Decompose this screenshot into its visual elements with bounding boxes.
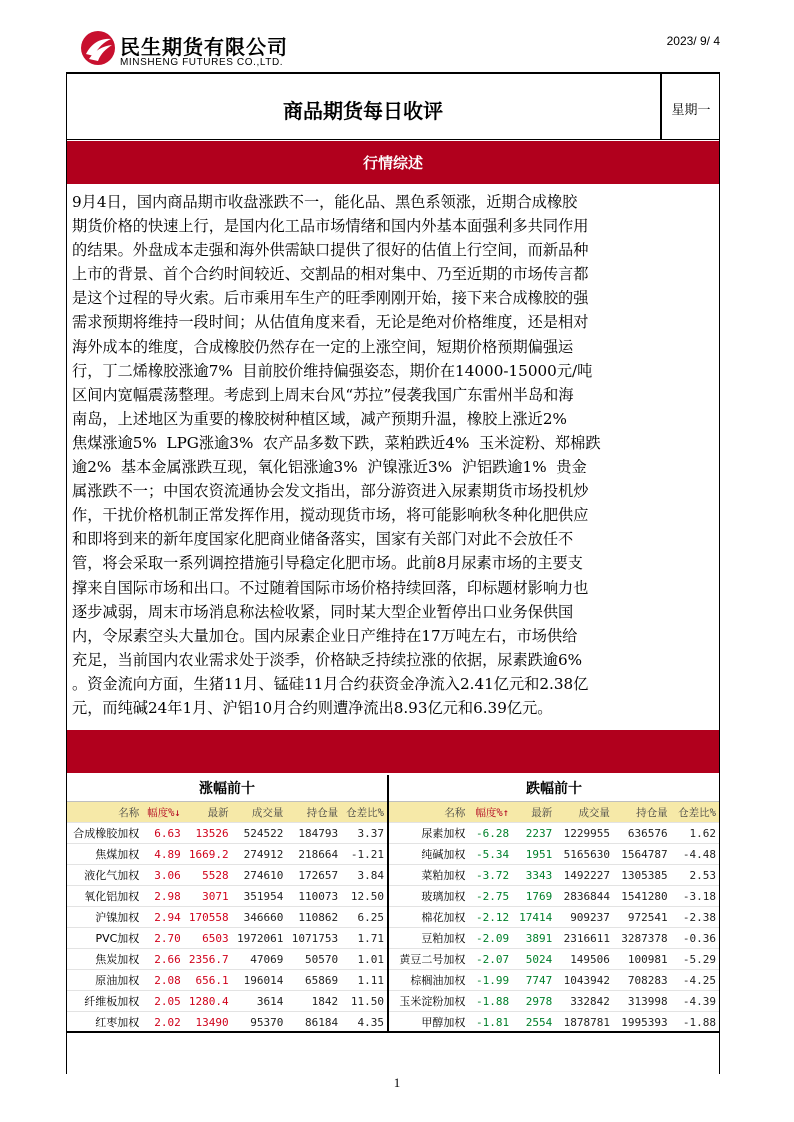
last-price: 3343 <box>512 865 555 886</box>
column-header[interactable]: 名称 <box>389 802 468 823</box>
volume: 274912 <box>232 844 287 865</box>
oi-change-pct: 12.50 <box>341 886 387 907</box>
change-pct: -2.12 <box>468 907 512 928</box>
weekday: 星期一 <box>671 103 711 118</box>
volume: 2836844 <box>555 886 613 907</box>
volume: 1972061 <box>232 928 287 949</box>
market-summary: 9月4日，国内商品期市收盘涨跌不一，能化品、黑色系领涨，近期合成橡胶 期货价格的快速上行，是国内化工品市场情绪和国内外基本面强利多共同作用 的结果。外盘成本走强和海外供需缺口提供了很好的估值上行空间，而新品种 上市的背景、首个合约时间较近、交割品的相对集中、乃至近期的市场传言都 是这个过程的导火索。后市乘用车生产的旺季刚刚开始，接下来合成橡胶的强 需求预期将维持一段时间；从估值角度来看，无论是绝对价格维度，还是相对 海外成本的维度，合成橡胶仍然存在一定的上涨空间，短期价格预期偏强运 行，丁二烯橡胶涨逾7% 目前胶价维持偏强姿态，期价在14000-15000元/吨 区间内宽幅震荡整理。考虑到上周末台风“苏拉”侵袭我国广东雷州半岛和海 南岛，上述地区为重要的橡胶树种植区域，减产预期升温，橡胶上涨近2% 焦煤涨逾5% LPG涨逾3% 农产品多数下跌，菜粕跌近4% 玉米淀粉、郑棉跌 逾2% 基本金属涨跌互现，氧化铝涨逾3% 沪镍涨近3% 沪铝跌逾1% 贵金 属涨跌不一；中国农资流通协会发文指出，部分游资进入尿素期货市场投机炒 作，干扰价格机制正常发挥作用，搅动现货市场，将可能影响秋冬种化肥供应 和即将到来的新年度国家化肥商业储备落实，国家有关部门对此不会放任不 管，将会采取一系列调控措施引导稳定化肥市场。此前8月尿素市场的主要支 撑来自国际市场和出口。不过随着国际市场价格持续回落，印标题材影响力也 逐步减弱，周末市场消息称法检收紧，同时某大型企业暂停出口业务保供国 内，令尿素空头大量加仓。国内尿素企业日产维持在17万吨左右，市场供给 充足，当前国内农业需求处于淡季，价格缺乏持续拉涨的依据，尿素跌逾6% 。资金流向方面，生猪11月、锰硅11月合约获资金净流入2.41亿元和2.38亿 元，而纯碱24年1月、沪铝10月合约则遭净流出8.93亿元和6.39亿元。 <box>72 193 601 717</box>
change-pct: -5.34 <box>468 844 512 865</box>
table-row[interactable] <box>67 1012 387 1033</box>
oi-change-pct: -3.18 <box>671 886 719 907</box>
change-pct: -1.81 <box>468 1012 512 1033</box>
volume: 274610 <box>232 865 287 886</box>
open-interest: 636576 <box>613 823 671 844</box>
last-price: 3891 <box>512 928 555 949</box>
change-pct: 2.94 <box>142 907 183 928</box>
volume: 351954 <box>232 886 287 907</box>
oi-change-pct: -4.39 <box>671 991 719 1012</box>
open-interest: 65869 <box>286 970 341 991</box>
oi-change-pct: -1.21 <box>341 844 387 865</box>
open-interest: 110073 <box>286 886 341 907</box>
table-row[interactable] <box>67 886 387 907</box>
change-pct: -2.07 <box>468 949 512 970</box>
page-number: 1 <box>393 1075 401 1090</box>
losers-title: 跌幅前十 <box>389 775 719 802</box>
open-interest: 50570 <box>286 949 341 970</box>
oi-change-pct: 6.25 <box>341 907 387 928</box>
last-price: 2978 <box>512 991 555 1012</box>
losers-header-row <box>389 802 719 823</box>
company-name-en: MINSHENG FUTURES CO.,LTD. <box>120 57 284 68</box>
open-interest: 1564787 <box>613 844 671 865</box>
open-interest: 972541 <box>613 907 671 928</box>
oi-change-pct: -2.38 <box>671 907 719 928</box>
table-row[interactable] <box>389 907 719 928</box>
table-row[interactable] <box>389 886 719 907</box>
oi-change-pct: -4.48 <box>671 844 719 865</box>
company-name: 民生期货有限公司 <box>120 35 288 59</box>
open-interest: 1995393 <box>613 1012 671 1033</box>
oi-change-pct: -5.29 <box>671 949 719 970</box>
column-header[interactable]: 持仓量 <box>613 802 671 823</box>
table-row[interactable] <box>389 844 719 865</box>
change-pct: -6.28 <box>468 823 512 844</box>
last-price: 6503 <box>184 928 232 949</box>
volume: 346660 <box>232 907 287 928</box>
oi-change-pct: 3.37 <box>341 823 387 844</box>
table-row[interactable] <box>389 970 719 991</box>
volume: 5165630 <box>555 844 613 865</box>
oi-change-pct: 4.35 <box>341 1012 387 1033</box>
contract-name: 甲醇加权 <box>389 1012 468 1033</box>
table-row[interactable] <box>67 928 387 949</box>
table-row[interactable] <box>389 949 719 970</box>
contract-name: PVC加权 <box>67 928 142 949</box>
oi-change-pct: -4.25 <box>671 970 719 991</box>
column-header[interactable]: 仓差比% <box>671 802 719 823</box>
last-price: 17414 <box>512 907 555 928</box>
gainers-header-row <box>67 802 387 823</box>
last-price: 7747 <box>512 970 555 991</box>
gainers-table <box>67 775 387 1032</box>
oi-change-pct: 1.11 <box>341 970 387 991</box>
losers-table <box>389 775 719 1032</box>
company-logo-icon <box>80 30 116 66</box>
volume: 1043942 <box>555 970 613 991</box>
last-price: 1280.4 <box>184 991 232 1012</box>
table-row[interactable] <box>389 865 719 886</box>
contract-name: 氧化铝加权 <box>67 886 142 907</box>
last-price: 1951 <box>512 844 555 865</box>
last-price: 13526 <box>184 823 232 844</box>
contract-name: 纯碱加权 <box>389 844 468 865</box>
contract-name: 红枣加权 <box>67 1012 142 1033</box>
oi-change-pct: -0.36 <box>671 928 719 949</box>
contract-name: 液化气加权 <box>67 865 142 886</box>
open-interest: 313998 <box>613 991 671 1012</box>
table-row[interactable] <box>389 928 719 949</box>
last-price: 5528 <box>184 865 232 886</box>
section-title: 行情综述 <box>362 154 423 172</box>
table-row[interactable] <box>67 949 387 970</box>
volume: 3614 <box>232 991 287 1012</box>
last-price: 1769 <box>512 886 555 907</box>
change-pct: 2.05 <box>142 991 183 1012</box>
volume: 909237 <box>555 907 613 928</box>
contract-name: 合成橡胶加权 <box>67 823 142 844</box>
open-interest: 110862 <box>286 907 341 928</box>
volume: 1229955 <box>555 823 613 844</box>
oi-change-pct: 1.62 <box>671 823 719 844</box>
contract-name: 玻璃加权 <box>389 886 468 907</box>
oi-change-pct: 1.01 <box>341 949 387 970</box>
last-price: 5024 <box>512 949 555 970</box>
column-header[interactable]: 名称 <box>67 802 142 823</box>
contract-name: 黄豆二号加权 <box>389 949 468 970</box>
table-row[interactable] <box>389 991 719 1012</box>
change-pct: 2.70 <box>142 928 183 949</box>
change-pct: 2.02 <box>142 1012 183 1033</box>
contract-name: 焦炭加权 <box>67 949 142 970</box>
last-price: 2554 <box>512 1012 555 1033</box>
volume: 47069 <box>232 949 287 970</box>
table-row[interactable] <box>67 970 387 991</box>
column-header[interactable]: 仓差比% <box>341 802 387 823</box>
open-interest: 86184 <box>286 1012 341 1033</box>
change-pct: 4.89 <box>142 844 183 865</box>
volume: 2316611 <box>555 928 613 949</box>
contract-name: 纤维板加权 <box>67 991 142 1012</box>
table-row[interactable] <box>67 823 387 844</box>
table-row[interactable] <box>389 823 719 844</box>
contract-name: 沪镍加权 <box>67 907 142 928</box>
column-header[interactable]: 最新 <box>184 802 232 823</box>
table-row[interactable] <box>67 844 387 865</box>
contract-name: 棕榈油加权 <box>389 970 468 991</box>
change-pct: -1.88 <box>468 991 512 1012</box>
volume: 95370 <box>232 1012 287 1033</box>
last-price: 170558 <box>184 907 232 928</box>
contract-name: 棉花加权 <box>389 907 468 928</box>
open-interest: 3287378 <box>613 928 671 949</box>
change-pct: -1.99 <box>468 970 512 991</box>
column-header[interactable]: 成交量 <box>555 802 613 823</box>
oi-change-pct: 1.71 <box>341 928 387 949</box>
volume: 149506 <box>555 949 613 970</box>
oi-change-pct: 3.84 <box>341 865 387 886</box>
contract-name: 玉米淀粉加权 <box>389 991 468 1012</box>
column-header[interactable]: 成交量 <box>232 802 287 823</box>
open-interest: 218664 <box>286 844 341 865</box>
change-pct: -2.09 <box>468 928 512 949</box>
contract-name: 菜粕加权 <box>389 865 468 886</box>
open-interest: 1305385 <box>613 865 671 886</box>
last-price: 1669.2 <box>184 844 232 865</box>
change-pct: -2.75 <box>468 886 512 907</box>
table-row[interactable] <box>67 991 387 1012</box>
open-interest: 100981 <box>613 949 671 970</box>
contract-name: 原油加权 <box>67 970 142 991</box>
column-header-sorted[interactable]: 幅度%↑ <box>468 802 512 823</box>
footer-divider <box>66 1031 720 1033</box>
section-divider-bar <box>67 730 719 773</box>
oi-change-pct: 2.53 <box>671 865 719 886</box>
open-interest: 708283 <box>613 970 671 991</box>
oi-change-pct: 11.50 <box>341 991 387 1012</box>
table-row[interactable] <box>67 865 387 886</box>
contract-name: 豆粕加权 <box>389 928 468 949</box>
open-interest: 184793 <box>286 823 341 844</box>
volume: 1492227 <box>555 865 613 886</box>
change-pct: -3.72 <box>468 865 512 886</box>
last-price: 656.1 <box>184 970 232 991</box>
change-pct: 2.08 <box>142 970 183 991</box>
open-interest: 1541280 <box>613 886 671 907</box>
last-price: 2237 <box>512 823 555 844</box>
column-header[interactable]: 最新 <box>512 802 555 823</box>
column-header-sorted[interactable]: 幅度%↓ <box>142 802 183 823</box>
volume: 1878781 <box>555 1012 613 1033</box>
volume: 332842 <box>555 991 613 1012</box>
change-pct: 2.98 <box>142 886 183 907</box>
column-header[interactable]: 持仓量 <box>286 802 341 823</box>
change-pct: 3.06 <box>142 865 183 886</box>
contract-name: 焦煤加权 <box>67 844 142 865</box>
change-pct: 2.66 <box>142 949 183 970</box>
gainers-title: 涨幅前十 <box>67 775 387 802</box>
last-price: 13490 <box>184 1012 232 1033</box>
oi-change-pct: -1.88 <box>671 1012 719 1033</box>
report-date: 2023/ 9/ 4 <box>666 34 720 48</box>
table-row[interactable] <box>389 1012 719 1033</box>
open-interest: 1842 <box>286 991 341 1012</box>
contract-name: 尿素加权 <box>389 823 468 844</box>
last-price: 3071 <box>184 886 232 907</box>
last-price: 2356.7 <box>184 949 232 970</box>
volume: 524522 <box>232 823 287 844</box>
open-interest: 172657 <box>286 865 341 886</box>
report-title: 商品期货每日收评 <box>283 99 443 123</box>
open-interest: 1071753 <box>286 928 341 949</box>
change-pct: 6.63 <box>142 823 183 844</box>
volume: 196014 <box>232 970 287 991</box>
table-row[interactable] <box>67 907 387 928</box>
